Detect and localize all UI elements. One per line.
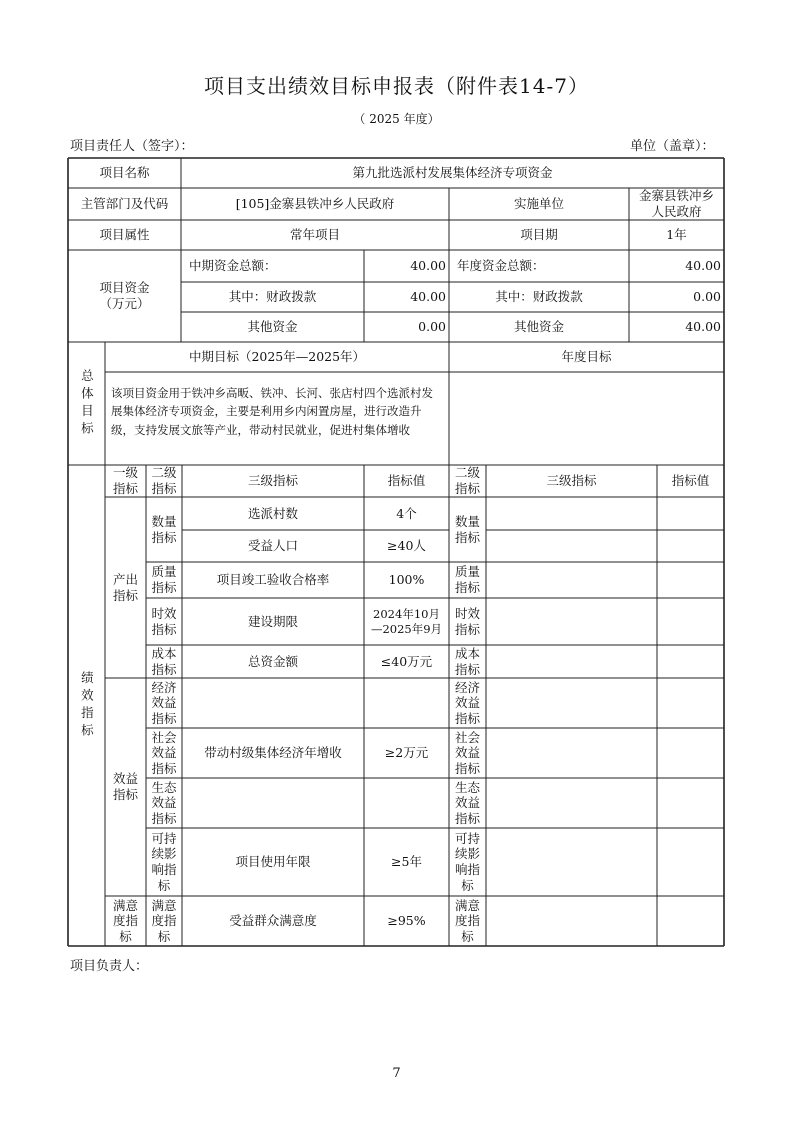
output-indicator-label: 产出指标 [112, 571, 138, 603]
period-value: 1年 [666, 227, 687, 243]
satisfaction2-label-year: 满意度指标 [454, 897, 480, 944]
q1-name: 选派村数 [247, 505, 298, 521]
social-label: 社会效益指标 [151, 729, 177, 776]
year-fiscal-label: 其中：财政拨款 [495, 289, 583, 305]
quality-label-year: 质量指标 [454, 564, 480, 595]
header-level3-year: 三级指标 [546, 473, 597, 489]
satis-value: ≥95% [387, 913, 426, 929]
project-lead-label: 项目负责人： [70, 959, 149, 974]
header-value: 指标值 [387, 473, 426, 489]
year-total-label: 年度资金总额： [457, 258, 545, 274]
page-number: 7 [392, 1066, 401, 1081]
attr-label: 项目属性 [99, 227, 150, 243]
sustainable-label-year: 可持续影响指标 [454, 830, 480, 893]
q2-name: 受益人口 [247, 538, 298, 554]
cost-value: ≤40万元 [380, 653, 433, 669]
benefit-indicator-label: 效益指标 [112, 771, 138, 802]
satisfaction-indicator-label: 满意度指标 [112, 897, 138, 944]
header-value-year: 指标值 [671, 473, 710, 489]
social-name: 带动村级集体经济年增收 [204, 745, 342, 761]
q1-value: 4个 [396, 505, 417, 521]
performance-indicators-label: 绩效指标 [79, 670, 95, 741]
quality-value: 100% [388, 572, 425, 588]
period-label: 项目期 [520, 227, 558, 243]
economic-label: 经济效益指标 [151, 679, 177, 726]
social-value: ≥2万元 [384, 745, 429, 761]
satis-name: 受益群众满意度 [229, 913, 317, 929]
mid-fiscal-value: 40.00 [410, 289, 446, 305]
ecological-label-year: 生态效益指标 [454, 779, 480, 826]
header-level3: 三级指标 [247, 473, 298, 489]
mid-other-label: 其他资金 [247, 319, 298, 335]
sustain-value: ≥5年 [391, 854, 422, 870]
mid-other-value: 0.00 [418, 319, 446, 335]
overall-goal-label: 总体目标 [79, 368, 95, 439]
cost-name: 总资金额 [247, 653, 298, 669]
cost-label-year: 成本指标 [454, 645, 480, 677]
impl-value: 金寨县铁冲乡人民政府 [638, 188, 714, 219]
dept-value: [105]金寨县铁冲乡人民政府 [235, 196, 395, 212]
time-value: 2024年10月—2025年9月 [370, 607, 443, 636]
quality-label: 质量指标 [151, 564, 177, 595]
page-title: 项目支出绩效目标申报表（附件表14-7） [204, 74, 589, 98]
economic-label-year: 经济效益指标 [454, 679, 480, 726]
time-name: 建设期限 [247, 613, 298, 629]
mid-fiscal-label: 其中：财政拨款 [228, 289, 317, 305]
header-level1: 一级指标 [112, 465, 138, 496]
responsible-signature-label: 项目责任人（签字）： [70, 139, 194, 154]
header-level2: 二级指标 [151, 465, 177, 496]
unit-seal-label: 单位（盖章）： [630, 139, 715, 154]
year-fiscal-value: 0.00 [693, 289, 721, 305]
year-other-label: 其他资金 [513, 319, 564, 335]
timeliness-label-year: 时效指标 [454, 605, 480, 637]
year-total-value: 40.00 [685, 258, 721, 274]
attr-value: 常年项目 [289, 227, 340, 243]
impl-label: 实施单位 [513, 196, 564, 212]
mid-goal-header: 中期目标（2025年—2025年） [188, 349, 366, 365]
timeliness-label: 时效指标 [151, 605, 177, 637]
social-label-year: 社会效益指标 [454, 729, 480, 776]
cost-label: 成本指标 [151, 645, 177, 677]
year-line: （ 2025 年度） [353, 112, 440, 126]
quantity-label: 数量指标 [151, 513, 177, 545]
mid-total-value: 40.00 [410, 258, 446, 274]
header-level2-year: 二级指标 [454, 465, 480, 496]
quantity-label-year: 数量指标 [454, 513, 480, 545]
year-other-value: 40.00 [685, 319, 721, 335]
ecological-label: 生态效益指标 [151, 779, 177, 826]
project-name-label: 项目名称 [99, 165, 150, 181]
mid-total-label: 中期资金总额： [189, 258, 277, 274]
q2-value: ≥40人 [387, 538, 426, 554]
year-goal-header: 年度目标 [561, 349, 612, 365]
project-name-value: 第九批选派村发展集体经济专项资金 [352, 165, 553, 181]
quality-name: 项目竣工验收合格率 [216, 572, 330, 588]
dept-label: 主管部门及代码 [80, 196, 169, 212]
funds-label: 项目资金（万元） [99, 280, 150, 311]
sustainable-label: 可持续影响指标 [151, 830, 177, 893]
year-goal-text [449, 372, 724, 465]
sustain-name: 项目使用年限 [235, 854, 311, 870]
mid-goal-text: 该项目资金用于铁冲乡高畈、铁冲、长河、张店村四个选派村发展集体经济专项资金，主要是利用乡内闲置房屋，进行改造升级，支持发展文旅等产业，带动村民就业，促进村集体增收 [111, 386, 433, 437]
satisfaction2-label: 满意度指标 [151, 897, 177, 944]
